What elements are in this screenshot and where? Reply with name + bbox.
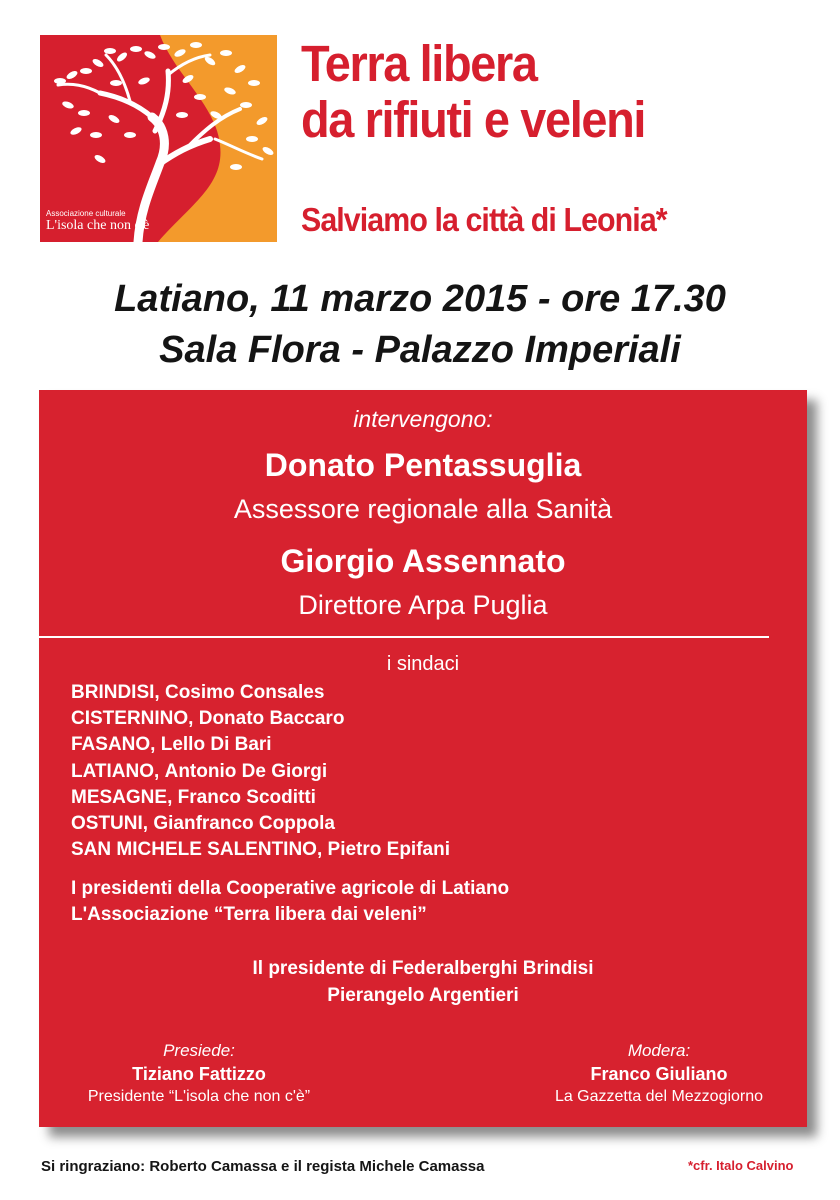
list-item (71, 732, 450, 758)
list-item (71, 706, 450, 732)
chair-block (49, 1040, 349, 1108)
list-item (71, 759, 450, 785)
mayor-name: Lello Di Bari (160, 734, 272, 756)
federalberghi-name: Pierangelo Argentieri (327, 985, 519, 1006)
chair-desc: Presidente “L'isola che non c'è” (87, 1088, 311, 1105)
list-item (71, 837, 450, 863)
event-place: Sala Flora - Palazzo Imperiali (159, 329, 681, 371)
speaker-name: Giorgio Assennato (280, 543, 566, 579)
mayors-list (71, 680, 450, 863)
mayor-city: SAN MICHELE SALENTINO, (71, 839, 323, 861)
mayor-name: Donato Baccaro (198, 708, 345, 730)
mayor-city: LATIANO, (71, 760, 160, 782)
chair-name: Tiziano Fattizzo (132, 1064, 266, 1084)
divider (39, 636, 769, 638)
program-panel (39, 390, 807, 1127)
chair-label: Presiede: (163, 1041, 235, 1060)
presidents-block (71, 876, 509, 928)
mayor-city: FASANO, (71, 734, 156, 756)
moderator-name: Franco Giuliano (590, 1064, 728, 1084)
speaker-role: Direttore Arpa Puglia (298, 590, 548, 620)
mayor-name: Gianfranco Coppola (153, 813, 335, 835)
list-item (71, 680, 450, 706)
list-item (71, 785, 450, 811)
moderator-desc: La Gazzetta del Mezzogiorno (554, 1088, 764, 1105)
mayor-name: Pietro Epifani (327, 839, 450, 861)
speaker-role: Assessore regionale alla Sanità (233, 494, 613, 524)
speaker-name: Donato Pentassuglia (264, 447, 582, 483)
speakers-intro: intervengono: (353, 406, 493, 432)
moderator-block (509, 1040, 809, 1108)
title-line-2: da rifiuti e veleni (301, 91, 646, 148)
logo-subtitle: Associazione culturale (46, 209, 126, 218)
event-date: Latiano, 11 marzo 2015 - ore 17.30 (114, 278, 726, 320)
association-line: L'Associazione “Terra libera dai veleni” (71, 904, 427, 925)
acknowledgements: Si ringraziano: Roberto Camassa e il regista Michele Camassa (41, 1158, 485, 1175)
mayor-city: BRINDISI, (71, 682, 160, 703)
title-line-1: Terra libera (301, 35, 537, 92)
page-title (301, 36, 645, 148)
federalberghi-line: Il presidente di Federalberghi Brindisi (252, 958, 594, 979)
subtitle: Salviamo la città di Leonia* (301, 201, 667, 238)
presidents-line: I presidenti della Cooperative agricole di Latiano (71, 878, 510, 899)
mayor-city: MESAGNE, (71, 786, 173, 808)
mayor-name: Antonio De Giorgi (164, 760, 328, 782)
mayor-city: OSTUNI, (71, 813, 149, 835)
list-item (71, 811, 450, 837)
moderator-label: Modera: (627, 1041, 691, 1060)
mayor-name: Franco Scoditti (177, 786, 316, 808)
logo-name: L'isola che non c'è (46, 218, 150, 233)
mayor-city: CISTERNINO, (71, 708, 194, 730)
citation-note: *cfr. Italo Calvino (688, 1158, 794, 1173)
mayor-name: Cosimo Consales (164, 682, 325, 703)
mayors-label: i sindaci (386, 653, 460, 675)
association-logo (40, 35, 277, 242)
